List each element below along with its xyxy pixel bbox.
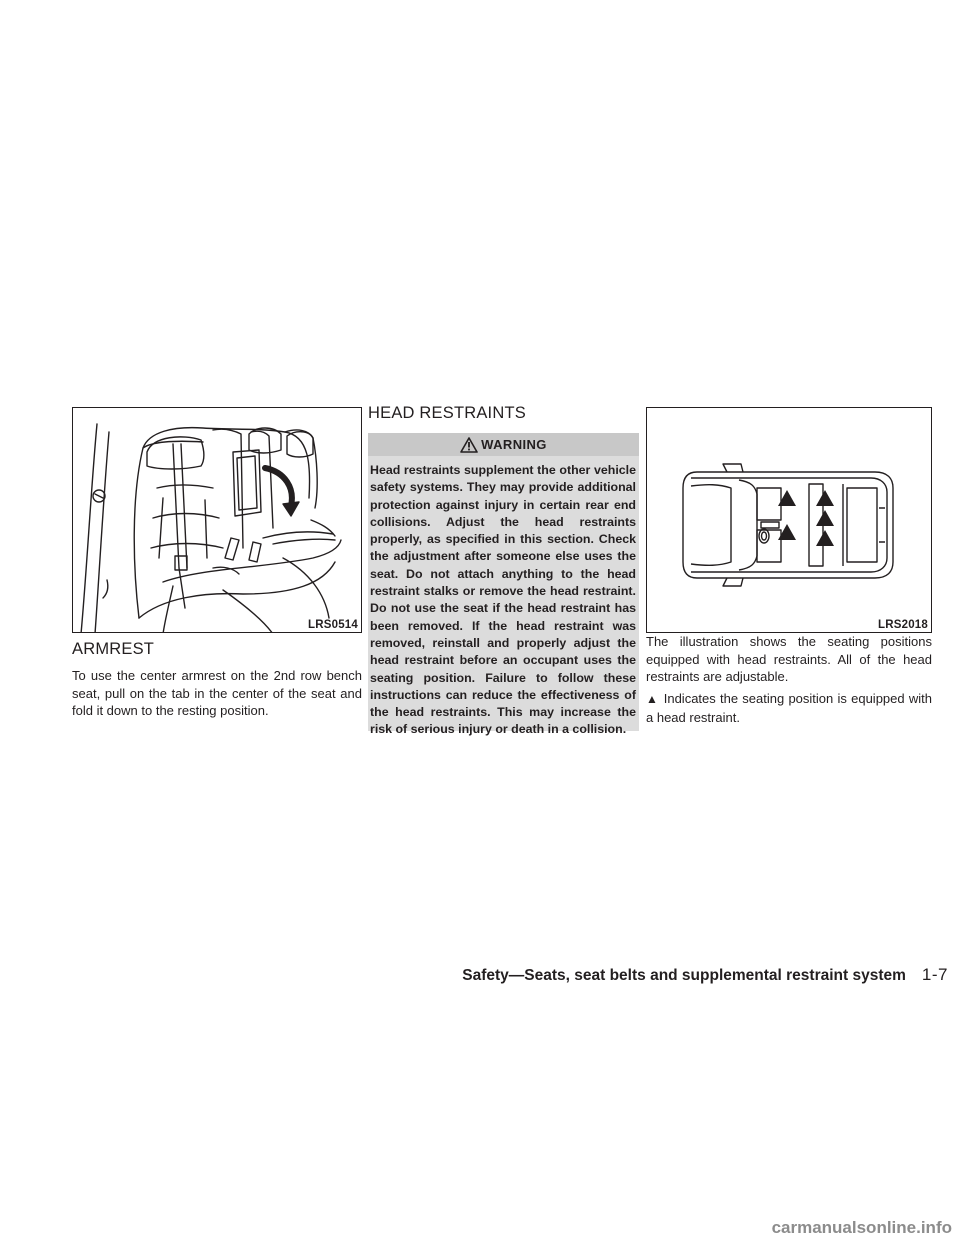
warning-title: WARNING — [481, 437, 547, 452]
page-footer — [462, 965, 948, 985]
footer-section-title: Safety—Seats, seat belts and supplemental restraint system — [462, 967, 906, 984]
figure-code: LRS2018 — [878, 619, 928, 631]
rear-bench-seat-armrest-illustration — [73, 408, 362, 633]
warning-body: Head restraints supplement the other vehicle safety systems. They may provide additional protection against injury in certain rear end collisions. Adjust the head restraints properly, as specified in this section. Check the adjustment after someone else uses the seat. Do not attach anything to the head restraint stalks or remove the head restraint. Do not use the seat if the head restraint has been removed. If the head restraint was removed, reinstall and properly adjust the head restraint before an occupant uses the seating position. Failure to follow these instructions can reduce the effectiveness of the head restraints. This may increase the risk of serious injury or death in a collision. — [370, 463, 636, 737]
legend-description — [646, 690, 932, 726]
warning-triangle-icon — [460, 437, 478, 453]
head-restraint-triangle-icon — [778, 490, 834, 546]
vehicle-top-view-seating-diagram — [647, 408, 932, 633]
warning-box — [368, 433, 639, 737]
illustration-description: The illustration shows the seating positions equipped with head restraints. All of the head restraints are adjustable. — [646, 634, 932, 684]
armrest-heading: ARMREST — [72, 640, 155, 658]
warning-header — [368, 433, 639, 456]
figure-code: LRS0514 — [308, 619, 358, 631]
seating-positions-figure — [646, 407, 932, 633]
triangle-icon: ▲ — [646, 692, 659, 706]
armrest-figure — [72, 407, 362, 633]
armrest-body: To use the center armrest on the 2nd row bench seat, pull on the tab in the center of the seat and fold it down to the resting position. — [72, 668, 362, 718]
head-restraints-heading: HEAD RESTRAINTS — [368, 404, 526, 422]
page-number: 1-7 — [921, 965, 948, 984]
legend-text: Indicates the seating position is equipped with a head restraint. — [646, 691, 932, 725]
watermark: carmanualsonline.info — [771, 1218, 952, 1237]
